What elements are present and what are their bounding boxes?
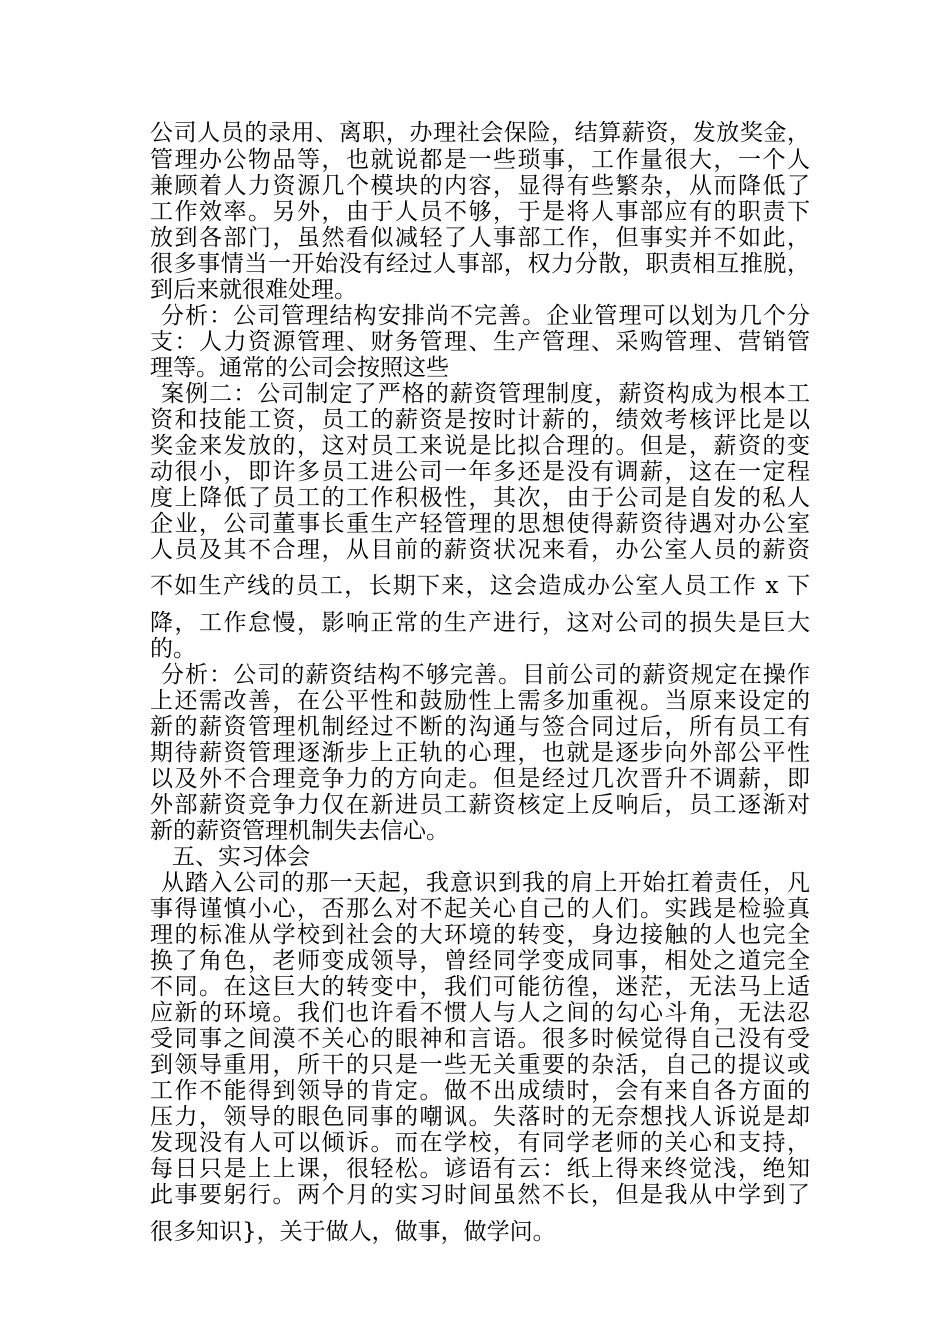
text-line: 外部薪资竞争力仅在新进员工薪资核定上反响后，员工逐渐对 bbox=[150, 792, 810, 818]
text-line: 工作效率。另外，由于人员不够，于是将人事部应有的职责下 bbox=[150, 199, 810, 225]
paragraph-analysis-1-start: 分析：公司管理结构安排尚不完善。企业管理可以划为几个分 bbox=[161, 303, 810, 329]
text-line: 兼顾着人力资源几个模块的内容，显得有些繁杂，从而降低了 bbox=[150, 173, 810, 199]
text-line: 受同事之间漠不关心的眼神和言语。很多时候觉得自己没有受 bbox=[150, 1026, 810, 1052]
text-line: 公司人员的录用、离职，办理社会保险，结算薪资，发放奖金， bbox=[150, 120, 810, 146]
paragraph-analysis-2-start: 分析：公司的薪资结构不够完善。目前公司的薪资规定在操作 bbox=[161, 662, 810, 688]
text-line: 换了角色，老师变成领导，曾经同学变成同事，相处之道完全 bbox=[150, 948, 810, 974]
text-line: 资和技能工资，员工的薪资是按时计薪的，绩效考核评比是以 bbox=[150, 407, 810, 433]
text-line: 不同。在这巨大的转变中，我们可能彷徨，迷茫，无法马上适 bbox=[150, 974, 810, 1000]
text-line: 人员及其不合理，从目前的薪资状况来看，办公室人员的薪资 bbox=[150, 537, 810, 563]
text-line: 企业，公司董事长重生产轻管理的思想使得薪资待遇对办公室 bbox=[150, 511, 810, 537]
text-line: 每日只是上上课，很轻松。谚语有云：纸上得来终觉浅，绝知 bbox=[150, 1156, 810, 1182]
text-line: 支：人力资源管理、财务管理、生产管理、采购管理、营销管 bbox=[150, 329, 810, 355]
text-line: 发现没有人可以倾诉。而在学校，有同学老师的关心和支持， bbox=[150, 1130, 810, 1156]
text-line: 理等。通常的公司会按照这些 bbox=[150, 355, 449, 381]
section-heading: 五、实习体会 bbox=[172, 844, 310, 870]
text-line: 管理办公物品等，也就说都是一些琐事，工作量很大，一个人 bbox=[150, 147, 810, 173]
text-line: 很多知识}，关于做人，做事，做学问。 bbox=[150, 1219, 556, 1245]
text-line: 新的薪资管理机制失去信心。 bbox=[150, 818, 449, 844]
text-line: 以及外不合理竞争力的方向走。但是经过几次晋升不调薪，即 bbox=[150, 766, 810, 792]
text-line: 新的薪资管理机制经过不断的沟通与签合同过后，所有员工有 bbox=[150, 714, 810, 740]
text-line: 事得谨慎小心，否那么对不起关心自己的人们。实践是检验真 bbox=[150, 896, 810, 922]
text-line: 度上降低了员工的工作积极性，其次，由于公司是自发的私人 bbox=[150, 485, 810, 511]
text-line: 降，工作怠慢，影响正常的生产进行，这对公司的损失是巨大 bbox=[150, 610, 810, 636]
text-line: 很多事情当一开始没有经过人事部，权力分散，职责相互推脱， bbox=[150, 251, 810, 277]
text-line: 动很小，即许多员工进公司一年多还是没有调薪，这在一定程 bbox=[150, 459, 810, 485]
paragraph-case-2-start: 案例二：公司制定了严格的薪资管理制度，薪资构成为根本工 bbox=[161, 381, 810, 407]
text-line: 不如生产线的员工，长期下来，这会造成办公室人员工作 x 下 bbox=[150, 573, 810, 599]
text-line: 工作不能得到领导的肯定。做不出成绩时，会有来自各方面的 bbox=[150, 1078, 810, 1104]
text-line: 的。 bbox=[150, 636, 196, 662]
text-line: 期待薪资管理逐渐步上正轨的心理，也就是逐步向外部公平性 bbox=[150, 740, 810, 766]
text-line: 上还需改善，在公平性和鼓励性上需多加重视。当原来设定的 bbox=[150, 688, 810, 714]
text-line: 此事要躬行。两个月的实习时间虽然不长，但是我从中学到了 bbox=[150, 1182, 810, 1208]
text-line: 奖金来发放的，这对员工来说是比拟合理的。但是，薪资的变 bbox=[150, 433, 810, 459]
text-line: 理的标准从学校到社会的大环境的转变，身边接触的人也完全 bbox=[150, 922, 810, 948]
text-line: 到后来就很难处理。 bbox=[150, 277, 357, 303]
text-line: 应新的环境。我们也许看不惯人与人之间的勾心斗角，无法忍 bbox=[150, 1000, 810, 1026]
text-line: 压力，领导的眼色同事的嘲讽。失落时的无奈想找人诉说是却 bbox=[150, 1104, 810, 1130]
paragraph-reflection-start: 从踏入公司的那一天起，我意识到我的肩上开始扛着责任，凡 bbox=[161, 870, 810, 896]
text-line: 放到各部门，虽然看似减轻了人事部工作，但事实并不如此， bbox=[150, 225, 810, 251]
text-line: 到领导重用，所干的只是一些无关重要的杂活，自己的提议或 bbox=[150, 1052, 810, 1078]
